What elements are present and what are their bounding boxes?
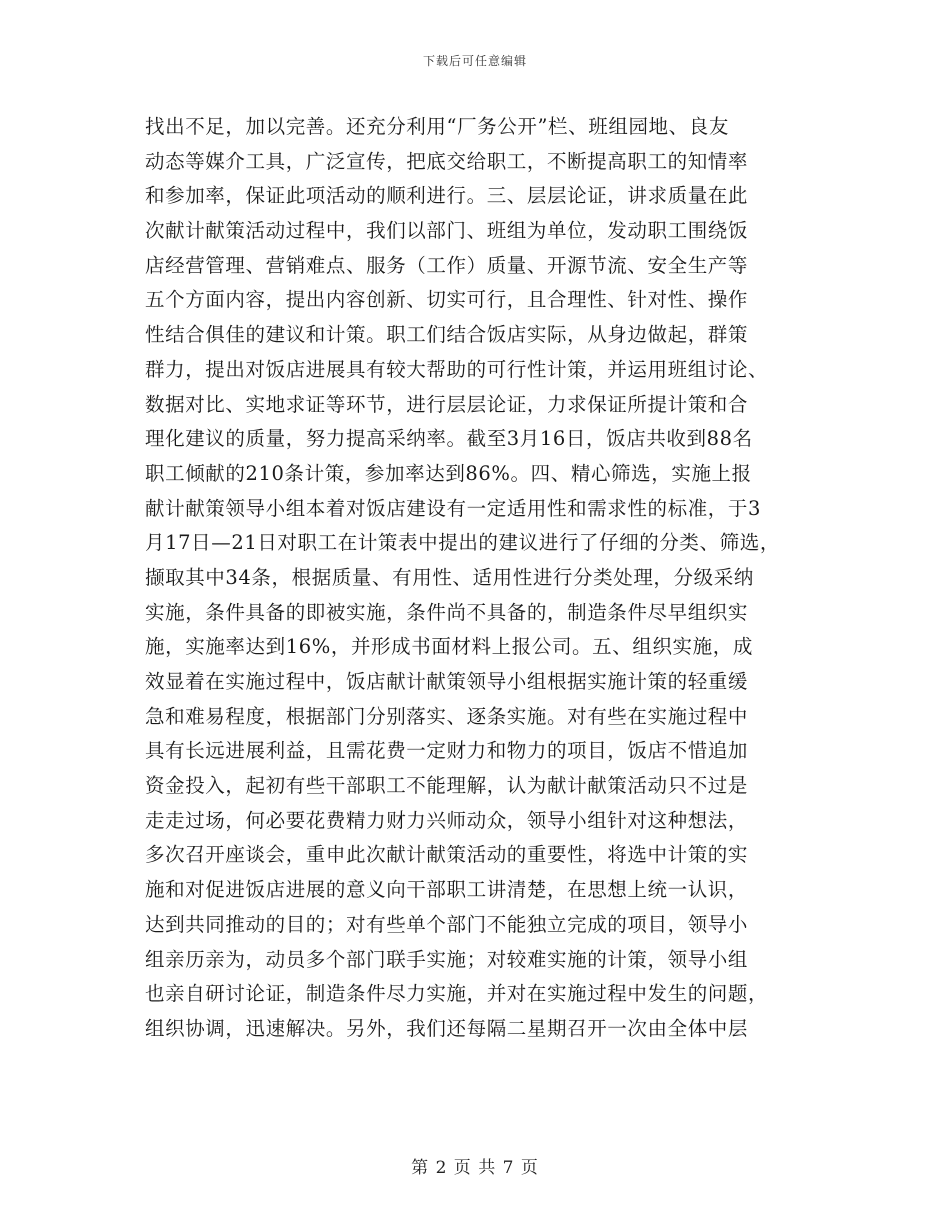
- text-line: 和参加率，保证此项活动的顺利进行。三、层层论证，讲求质量在此: [145, 184, 749, 208]
- text-line: 实施，条件具备的即被实施，条件尚不具备的，制造条件尽早组织实: [145, 600, 749, 624]
- text-line: 献计献策领导小组本着对饭店建设有一定适用性和需求性的标准，于3: [145, 496, 762, 520]
- text-line: 走走过场，何必要花费精力财力兴师动众，领导小组针对这种想法，: [145, 808, 749, 832]
- text-line: 组织协调，迅速解决。另外，我们还每隔二星期召开一次由全体中层: [145, 1016, 749, 1040]
- text-line: 职工倾献的210条计策，参加率达到86%。四、精心筛选，实施上报: [145, 461, 752, 485]
- text-line: 组亲历亲为，动员多个部门联手实施；对较难实施的计策，领导小组: [145, 947, 749, 971]
- text-line: 动态等媒介工具，广泛宣传，把底交给职工，不断提高职工的知情率: [145, 149, 749, 173]
- text-line: 次献计献策活动过程中，我们以部门、班组为单位，发动职工围绕饭: [145, 219, 749, 243]
- text-line: 达到共同推动的目的；对有些单个部门不能独立完成的项目，领导小: [145, 912, 749, 936]
- text-line: 数据对比、实地求证等环节，进行层层论证，力求保证所提计策和合: [145, 392, 749, 416]
- page-number: 第 2 页 共 7 页: [411, 1158, 539, 1178]
- text-line: 月17日—21日对职工在计策表中提出的建议进行了仔细的分类、筛选，: [145, 531, 780, 555]
- text-line: 施，实施率达到16%，并形成书面材料上报公司。五、组织实施，成: [145, 635, 753, 659]
- text-line: 效显着在实施过程中，饭店献计献策领导小组根据实施计策的轻重缓: [145, 670, 749, 693]
- text-line: 五个方面内容，提出内容创新、切实可行，且合理性、针对性、操作: [145, 288, 749, 312]
- text-line: 性结合俱佳的建议和计策。职工们结合饭店实际，从身边做起，群策: [145, 323, 749, 347]
- text-line: 急和难易程度，根据部门分别落实、逐条实施。对有些在实施过程中: [145, 704, 749, 728]
- text-line: 理化建议的质量，努力提高采纳率。截至3月16日，饭店共收到88名: [145, 427, 753, 451]
- text-line: 店经营管理、营销难点、服务（工作）质量、开源节流、安全生产等: [145, 253, 749, 277]
- text-line: 多次召开座谈会，重申此次献计献策活动的重要性，将选中计策的实: [145, 843, 749, 867]
- text-line: 施和对促进饭店进展的意义向干部职工讲清楚，在思想上统一认识，: [145, 878, 749, 902]
- text-line: 撷取其中34条，根据质量、有用性、适用性进行分类处理，分级采纳: [145, 565, 754, 589]
- page-header: 下载后可任意编辑: [422, 54, 527, 68]
- text-line: 找出不足，加以完善。还充分利用“厂务公开”栏、班组园地、良友: [145, 115, 729, 138]
- text-line: 具有长远进展利益，且需花费一定财力和物力的项目，饭店不惜追加: [145, 739, 749, 763]
- document-body: [145, 110, 817, 1047]
- text-line: 资金投入，起初有些干部职工不能理解，认为献计献策活动只不过是: [145, 774, 749, 798]
- text-line: 也亲自研讨论证，制造条件尽力实施，并对在实施过程中发生的问题，: [145, 982, 769, 1006]
- text-line: 群力，提出对饭店进展具有较大帮助的可行性计策，并运用班组讨论、: [145, 357, 769, 381]
